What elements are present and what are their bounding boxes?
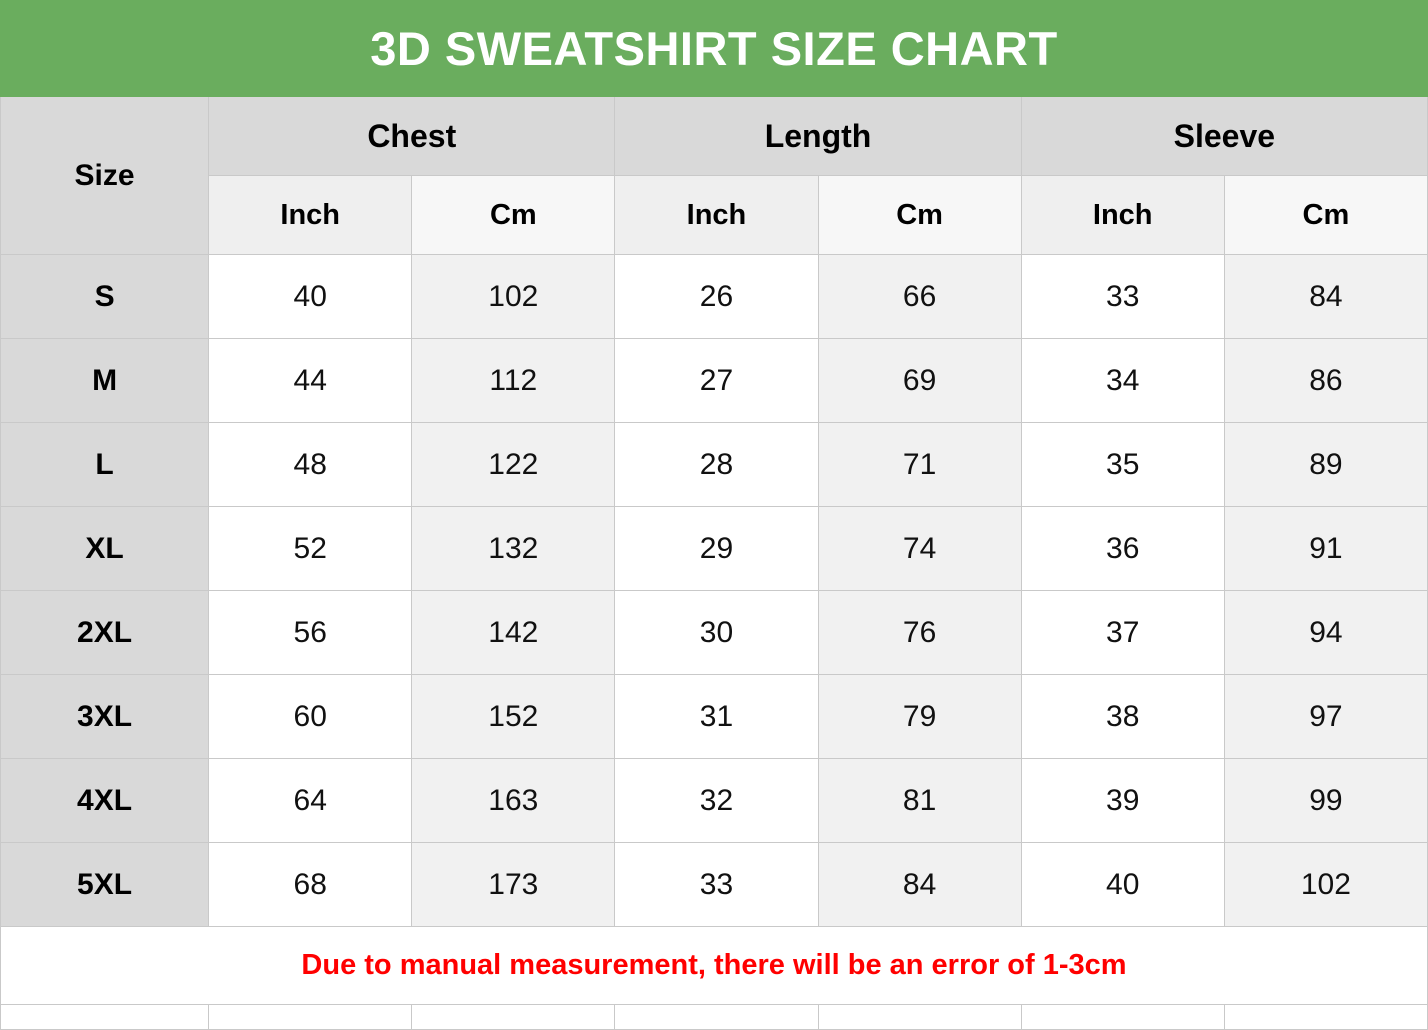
cell-sleeve-cm: 99: [1224, 759, 1427, 843]
cell-length-inch: 32: [615, 759, 818, 843]
cell-chest-inch: 40: [209, 255, 412, 339]
table-row: [1, 507, 1428, 591]
cell-sleeve-cm: 84: [1224, 255, 1427, 339]
footer-cell: [818, 1005, 1021, 1030]
group-header-length: Length: [615, 97, 1021, 176]
group-header-sleeve: Sleeve: [1021, 97, 1427, 176]
cell-sleeve-inch: 39: [1021, 759, 1224, 843]
cell-sleeve-cm: 94: [1224, 591, 1427, 675]
cell-length-cm: 81: [818, 759, 1021, 843]
cell-chest-inch: 52: [209, 507, 412, 591]
cell-chest-inch: 56: [209, 591, 412, 675]
cell-length-inch: 26: [615, 255, 818, 339]
cell-length-cm: 76: [818, 591, 1021, 675]
measurement-note: Due to manual measurement, there will be an error of 1-3cm: [1, 927, 1428, 1005]
cell-length-cm: 69: [818, 339, 1021, 423]
footer-row: [1, 1005, 1428, 1030]
cell-length-cm: 84: [818, 843, 1021, 927]
cell-chest-inch: 60: [209, 675, 412, 759]
cell-sleeve-inch: 36: [1021, 507, 1224, 591]
unit-header-length-cm: Cm: [818, 176, 1021, 255]
cell-length-inch: 33: [615, 843, 818, 927]
group-header-row: [1, 97, 1428, 176]
row-size-label: XL: [1, 507, 209, 591]
table-row: [1, 255, 1428, 339]
cell-sleeve-inch: 35: [1021, 423, 1224, 507]
row-size-label: 3XL: [1, 675, 209, 759]
unit-header-row: [1, 176, 1428, 255]
cell-length-cm: 79: [818, 675, 1021, 759]
chart-title: 3D SWEATSHIRT SIZE CHART: [1, 1, 1428, 97]
unit-header-length-inch: Inch: [615, 176, 818, 255]
cell-sleeve-cm: 91: [1224, 507, 1427, 591]
row-size-label: L: [1, 423, 209, 507]
unit-header-sleeve-inch: Inch: [1021, 176, 1224, 255]
table-row: [1, 591, 1428, 675]
cell-length-cm: 74: [818, 507, 1021, 591]
row-size-label: 4XL: [1, 759, 209, 843]
cell-sleeve-cm: 89: [1224, 423, 1427, 507]
cell-sleeve-cm: 102: [1224, 843, 1427, 927]
cell-chest-cm: 163: [412, 759, 615, 843]
footer-cell: [412, 1005, 615, 1030]
table-row: [1, 675, 1428, 759]
cell-chest-inch: 64: [209, 759, 412, 843]
row-size-label: M: [1, 339, 209, 423]
row-size-label: 2XL: [1, 591, 209, 675]
cell-length-inch: 27: [615, 339, 818, 423]
row-size-label: S: [1, 255, 209, 339]
table-row: [1, 423, 1428, 507]
unit-header-chest-cm: Cm: [412, 176, 615, 255]
cell-chest-inch: 44: [209, 339, 412, 423]
unit-header-sleeve-cm: Cm: [1224, 176, 1427, 255]
cell-chest-cm: 142: [412, 591, 615, 675]
cell-chest-inch: 68: [209, 843, 412, 927]
cell-chest-cm: 132: [412, 507, 615, 591]
cell-chest-cm: 152: [412, 675, 615, 759]
cell-sleeve-cm: 86: [1224, 339, 1427, 423]
cell-length-inch: 30: [615, 591, 818, 675]
note-row: [1, 927, 1428, 1005]
cell-length-inch: 28: [615, 423, 818, 507]
cell-sleeve-cm: 97: [1224, 675, 1427, 759]
footer-cell: [1, 1005, 209, 1030]
footer-cell: [1021, 1005, 1224, 1030]
size-column-header: Size: [1, 97, 209, 255]
footer-cell: [1224, 1005, 1427, 1030]
footer-cell: [209, 1005, 412, 1030]
cell-sleeve-inch: 34: [1021, 339, 1224, 423]
footer-cell: [615, 1005, 818, 1030]
group-header-chest: Chest: [209, 97, 615, 176]
cell-chest-cm: 173: [412, 843, 615, 927]
cell-length-inch: 29: [615, 507, 818, 591]
cell-chest-cm: 122: [412, 423, 615, 507]
cell-chest-inch: 48: [209, 423, 412, 507]
cell-sleeve-inch: 38: [1021, 675, 1224, 759]
cell-sleeve-inch: 37: [1021, 591, 1224, 675]
cell-length-cm: 71: [818, 423, 1021, 507]
cell-chest-cm: 112: [412, 339, 615, 423]
table-row: [1, 843, 1428, 927]
table-row: [1, 759, 1428, 843]
unit-header-chest-inch: Inch: [209, 176, 412, 255]
cell-sleeve-inch: 40: [1021, 843, 1224, 927]
cell-length-inch: 31: [615, 675, 818, 759]
cell-length-cm: 66: [818, 255, 1021, 339]
title-row: [1, 1, 1428, 97]
table-row: [1, 339, 1428, 423]
cell-sleeve-inch: 33: [1021, 255, 1224, 339]
cell-chest-cm: 102: [412, 255, 615, 339]
row-size-label: 5XL: [1, 843, 209, 927]
